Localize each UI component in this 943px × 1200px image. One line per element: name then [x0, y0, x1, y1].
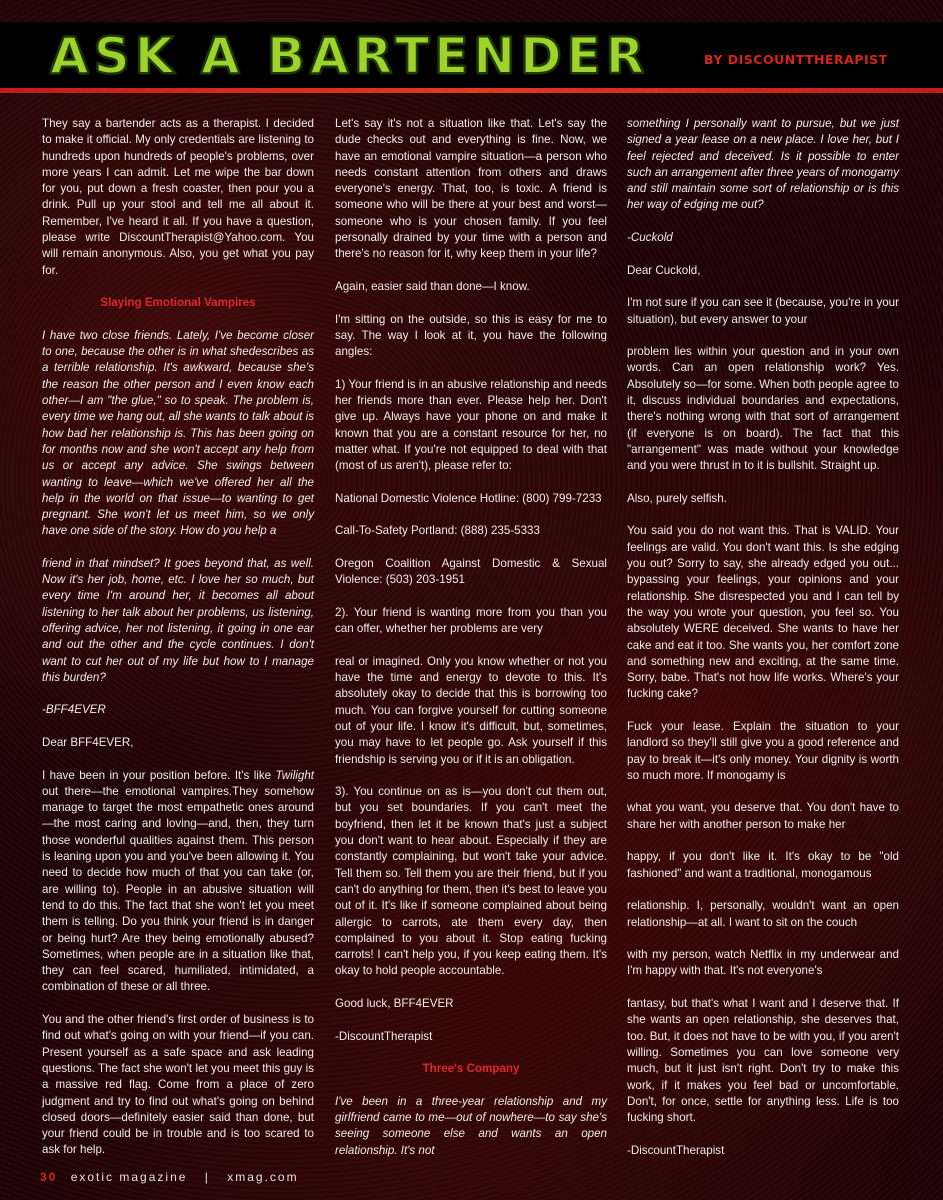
letter-signature: -Cuckold	[627, 231, 673, 245]
answer-paragraph: I'm not sure if you can see it (because, you're in your situation), but every answer to your	[627, 296, 899, 326]
answer-paragraph: problem lies within your question and in your own words. Can an open relationship work? Yes. Absolutely so—for some. When both people agree to it, discuss individual boundaries and expectations, there's nothing wrong with that sort of arrangement (if everyone is on board). The fact that this "arrangement" was made without your knowledge and you were thrust in to it is bullshit. Straight up.	[627, 345, 899, 473]
answer-paragraph: 3). You continue on as is—you don't cut them out, but you set boundaries. If you can't meet the boyfriend, then let it be known that's just a subject you don't want to hear about. Especially if they are constantly complaining, but won't take your advice. Tell them so. Tell them you are their friend, but if you can't do anything for them, then it's best to leave you out of it. It's like if someone complained about being allergic to carrots, ate them every day, then complained to you about it. Stop eating fucking carrots! I can't help you, if you keep eating them. It's okay to hold people accountable.	[335, 785, 607, 978]
letter-signature: -BFF4EVER	[42, 703, 106, 717]
answer-paragraph: happy, if you don't like it. It's okay to be "old fashioned" and want a traditional, monogamous	[627, 850, 899, 880]
answer-paragraph: what you want, you deserve that. You don't have to share her with another person to make her	[627, 801, 899, 831]
page-number: 30	[40, 1170, 58, 1184]
answer-paragraph: Also, purely selfish.	[627, 491, 727, 505]
section-heading-vampires: Slaying Emotional Vampires	[100, 296, 256, 310]
answer-paragraph: I have been in your position before. It's like Twilight out there—the emotional vampires.They somehow manage to target the most empathetic ones around—the most caring and loving—and, then, they turn those wonderful qualities against them. This person is leaning upon you and you've been allowing it. You need to decide how much of that you can take (or, are willing to). People in an abusive situation will tend to do this. The fact that she won't let you meet them is telling. Do you think your friend is in danger or being hurt? Are they being emotionally abused? Sometimes, when people are in a situation like that, they can feel scared, humiliated, intimidated, a combination of these or all three.	[42, 768, 314, 994]
signoff: Good luck, BFF4EVER	[335, 997, 454, 1011]
letter-paragraph: friend in that mindset? It goes beyond that, as well. Now it's her job, home, etc. I love her so much, but every time I'm around her, it becomes all about listening to her talk about her problems, us listening, offering advice, her not listening, it going in one ear and out the other and the cycle continues. I don't want to cut her out of my life but how to I manage this burden?	[42, 556, 314, 684]
answer-paragraph: Fuck your lease. Explain the situation to your landlord so they'll still give you a good reference and pay to break it—it's only money. Your dignity is worth so much more. If monogamy is	[627, 719, 899, 782]
hotline-entry: National Domestic Violence Hotline: (800) 799-7233	[335, 491, 602, 505]
signature: -DiscountTherapist	[627, 1143, 725, 1157]
column-2	[335, 116, 607, 1175]
intro-paragraph: They say a bartender acts as a therapist. I decided to make it official. My only credentials are listening to hundreds upon hundreds of people's problems, over more years I can admit. Let me wipe the bar down for you, put down a fresh coaster, then pour you a drink. Pull up your stool and tell me all about it. Remember, I've heard it all. If you have a question, please write DiscountTherapist@Yahoo.com. You will remain anonymous. Also, you get what you pay for.	[42, 117, 314, 277]
answer-paragraph: 1) Your friend is in an abusive relationship and needs her friends more than ever. Please help her. Don't give up. Always have your phone on and make it known that you are a constant resource for her, no matter what. If you're not equipped to deal with that (most of us aren't), please refer to:	[335, 377, 607, 473]
letter-paragraph: I have two close friends. Lately, I've become closer to one, because the other is in what shedescribes as a terrible relationship. It's awkward, because she's the reason the other person and I even know each other—I am "the glue," so to speak. The problem is, every time we hang out, all she wants to talk about is how bad her relationship is. This has been going on for months now and she won't accept any help from us or accept any advice. She swings between wanting to leave—which we've offered her all the help in the world on that issue—to wanting to get pregnant. She won't let us meet him, so we only have one side of the story. How do you help a	[42, 328, 314, 538]
answer-paragraph: Again, easier said than done—I know.	[335, 279, 530, 293]
answer-paragraph: 2). Your friend is wanting more from you than you can offer, whether her problems are very	[335, 605, 607, 636]
letter-paragraph: I've been in a three-year relationship and my girlfriend came to me—out of nowhere—to say she's seeing someone else and wants an open relationship. It's not	[335, 1094, 607, 1157]
page-footer	[40, 1170, 299, 1184]
answer-paragraph: Let's say it's not a situation like that. Let's say the dude checks out and everything is fine. Now, we have an emotional vampire situation—a person who needs constant attention from others and draws everyone's energy. That, too, is toxic. A friend is someone who will be there at your best and worst—someone who is your chosen family. If you feel personally drained by your time with a person and there's no reason for it, why keep them in your life?	[335, 117, 607, 261]
magazine-name: exotic magazine	[70, 1170, 188, 1184]
answer-paragraph: You said you do not want this. That is VALID. Your feelings are valid. You don't want this. Is she edging you out? Sorry to say, she already edged you out... bypassing your feelings, your opinions and your relationship. She disrespected you and I can tell by the way you wrote your question, you feel so. You absolutely WERE deceived. She wants to have her cake and eat it too. She wants you, her comfort zone and something new and exciting, at the same time. Sorry, babe. That's not how life works. Where's your fucking cake?	[627, 524, 899, 701]
salutation: Dear Cuckold,	[627, 263, 701, 277]
answer-paragraph: relationship. I, personally, wouldn't want an open relationship—at all. I want to sit on the couch	[627, 899, 899, 929]
signature: -DiscountTherapist	[335, 1029, 433, 1043]
answer-paragraph: fantasy, but that's what I want and I deserve that. If she wants an open relationship, she deserves that, too. But, it does not have to be with you, if you aren't willing. Sometimes you can love someone very much, but it just isn't right. Don't try to make this work, if it makes you feel bad or uncomfortable. Don't, for once, settle for anything less. Life is too fucking short.	[627, 997, 899, 1125]
byline: BY DISCOUNTTHERAPIST	[704, 52, 888, 67]
hotline-entry: Call-To-Safety Portland: (888) 235-5333	[335, 524, 540, 538]
column-1	[42, 116, 314, 1175]
footer-separator: |	[204, 1170, 210, 1184]
letter-paragraph: something I personally want to pursue, but we just signed a year lease on a new place. I love her, but I feel rejected and deceived. Is it possible to enter such an arrangement after three years of monogamy and still maintain some sort of relationship or is this her way of edging me out?	[627, 117, 899, 212]
answer-paragraph: real or imagined. Only you know whether or not you have the time and energy to devote to this. It's absolutely okay to decide that this is borrowing too much. You can forgive yourself for cutting someone out of your life. I know it's difficult, but, sometimes, you may have to let people go. Ask yourself if this friendship is serving you or if it is an obligation.	[335, 654, 607, 766]
salutation: Dear BFF4EVER,	[42, 735, 134, 749]
column-3	[627, 116, 899, 1175]
answer-paragraph: with my person, watch Netflix in my underwear and I'm happy with that. It's not everyone's	[627, 948, 899, 978]
header-rule	[0, 88, 943, 93]
hotline-entry: Oregon Coalition Against Domestic & Sexual Violence: (503) 203-1951	[335, 557, 607, 587]
section-heading-threes-company: Three's Company	[422, 1062, 520, 1076]
answer-paragraph: You and the other friend's first order of business is to find out what's going on with your friend—if you can. Present yourself as a safe space and ask leading questions. The fact she won't let you meet this guy is a massive red flag. Come from a place of zero judgment and try to find out what's going on behind closed doors—definitely easier said than done, but your friend could be in trouble and is too scared to ask for help.	[42, 1013, 314, 1157]
website-url: xmag.com	[227, 1170, 299, 1184]
answer-paragraph: I'm sitting on the outside, so this is easy for me to say. The way I look at it, you have the following angles:	[335, 312, 607, 359]
page-title: ASK A BARTENDER	[50, 27, 650, 85]
